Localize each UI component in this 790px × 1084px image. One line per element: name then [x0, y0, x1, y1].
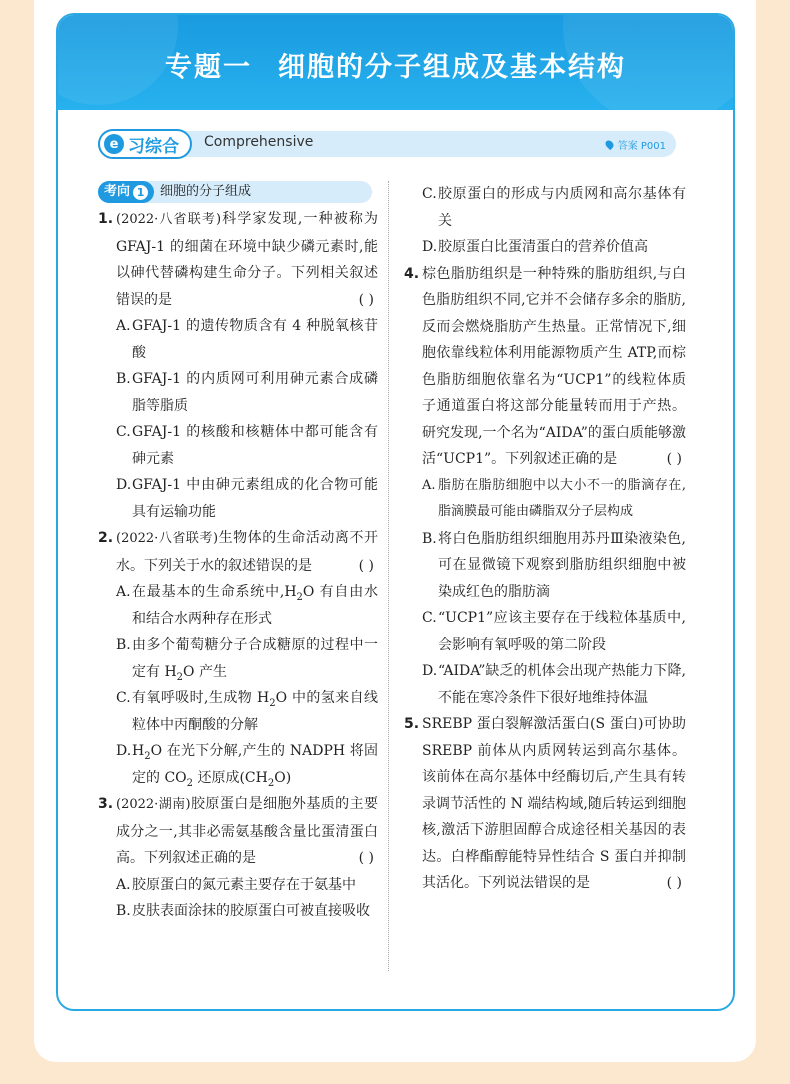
option-text: 在最基本的生命系统中,H	[132, 584, 297, 600]
option-key: A.	[116, 584, 131, 600]
question-5	[404, 711, 686, 897]
option-a	[98, 579, 378, 632]
option-key: B.	[116, 903, 131, 919]
question-2	[98, 525, 378, 579]
question-number: 4.	[404, 265, 420, 282]
question-source: (2022·湖南)	[116, 797, 191, 812]
option-key: B.	[422, 530, 437, 547]
question-number: 3.	[98, 796, 114, 812]
option-d	[404, 658, 686, 711]
option-c	[98, 419, 378, 472]
option-text: 胶原蛋白比蛋清蛋白的营养价值高	[438, 239, 648, 255]
topic-header	[98, 181, 372, 203]
title-part2: 细胞的分子组成及基本结构	[278, 52, 626, 83]
option-text: H	[132, 743, 145, 759]
subscript: 2	[186, 777, 194, 789]
option-text: O 有自由水和结合水两种存在形式	[132, 584, 378, 627]
subscript: 2	[176, 671, 184, 683]
option-text: O 在光下分解,产生的 NADPH 将固定的 CO	[132, 743, 378, 786]
option-c	[98, 685, 378, 738]
option-key: B.	[116, 637, 131, 653]
question-4	[404, 261, 686, 473]
question-stem: 胶原蛋白是细胞外基质的主要成分之一,其非必需氨基酸含量比蛋清蛋白高。下列叙述正确的是	[116, 796, 378, 866]
option-text: GFAJ-1 的核酸和核糖体中都可能含有砷元素	[132, 424, 378, 467]
option-key: B.	[116, 371, 131, 387]
option-key: D.	[422, 239, 438, 255]
option-text: 由多个葡萄糖分子合成糖原的过程中一定有 H	[132, 637, 378, 680]
question-stem: 生物体的生命活动离不开水。下列关于水的叙述错误的是	[116, 530, 378, 574]
exercise-icon: e	[104, 134, 124, 154]
option-a	[98, 872, 378, 899]
option-text: O)	[274, 769, 292, 786]
right-column	[404, 181, 686, 897]
option-text: GFAJ-1 的内质网可利用砷元素合成磷脂等脂质	[132, 371, 378, 414]
option-key: C.	[116, 690, 131, 706]
option-key: A.	[116, 876, 131, 893]
option-b	[98, 898, 378, 925]
answer-bracket: ( )	[358, 291, 374, 308]
option-b	[404, 526, 686, 606]
option-key: A.	[422, 477, 436, 493]
option-text: O 中的氢来自线粒体中丙酮酸的分解	[132, 690, 379, 733]
topic-number: 1	[133, 185, 148, 200]
location-pin-icon	[604, 139, 615, 150]
option-d	[98, 738, 378, 791]
option-b	[98, 366, 378, 419]
option-a	[98, 313, 378, 366]
option-key: C.	[422, 186, 437, 202]
left-column	[98, 181, 378, 925]
question-stem: 科学家发现,一种被称为 GFAJ-1 的细菌在环境中缺少磷元素时,能以砷代替磷构建生命分子。下列相关叙述错误的是	[116, 211, 378, 308]
topic-tag-text: 考向	[104, 183, 131, 199]
answer-bracket: ( )	[358, 850, 374, 866]
question-number: 1.	[98, 211, 114, 227]
option-text: 皮肤表面涂抹的胶原蛋白可被直接吸收	[132, 903, 370, 919]
option-text: 有氧呼吸时,生成物 H	[132, 690, 270, 706]
subscript: 2	[296, 591, 303, 603]
title-part1: 专题一	[165, 52, 252, 83]
option-text: “UCP1”应该主要存在于线粒体基质中,会影响有氧呼吸的第二阶段	[438, 610, 686, 653]
option-b	[98, 632, 378, 685]
option-d	[98, 472, 378, 525]
answer-bracket: ( )	[666, 451, 682, 467]
topic-tag	[98, 181, 154, 203]
option-a	[404, 473, 686, 526]
option-text: “AIDA”缺乏的机体会出现产热能力下降,不能在寒冷条件下很好地维持体温	[438, 663, 686, 706]
section-label-en: Comprehensive	[204, 134, 314, 150]
option-text: GFAJ-1 中由砷元素组成的化合物可能具有运输功能	[132, 477, 378, 520]
option-key: D.	[422, 663, 438, 679]
option-c	[404, 181, 686, 234]
option-key: C.	[116, 424, 131, 440]
option-d	[404, 234, 686, 261]
page-title	[58, 45, 733, 84]
option-text: GFAJ-1 的遗传物质含有 4 种脱氧核苷酸	[132, 318, 378, 361]
answer-reference[interactable]	[606, 137, 666, 152]
question-stem: 棕色脂肪组织是一种特殊的脂肪组织,与白色脂肪组织不同,它并不会储存多余的脂肪,反而会燃烧脂肪产生热量。正常情况下,细胞依靠线粒体利用能源物质产生 ATP,而棕色脂肪细胞依靠名为“UCP1”的线粒体质子通道蛋白将这部分能量转而用于产热。研究发现,一个名为“AIDA”的蛋白质能够激活“UCP1”。下列叙述正确的是	[422, 265, 686, 467]
option-key: C.	[422, 610, 437, 626]
question-source: (2022·八省联考)	[116, 212, 222, 227]
question-number: 2.	[98, 530, 114, 546]
answer-bracket: ( )	[666, 875, 682, 891]
option-key: A.	[116, 318, 131, 334]
option-text: 脂肪在脂肪细胞中以大小不一的脂滴存在,脂滴膜最可能由磷脂双分子层构成	[438, 477, 686, 519]
answer-bracket: ( )	[358, 557, 374, 574]
section-label: 习综合	[128, 136, 179, 157]
option-text: O 产生	[183, 663, 227, 680]
option-c	[404, 605, 686, 658]
question-source: (2022·八省联考)	[116, 531, 219, 546]
option-text: 将白色脂肪组织细胞用苏丹Ⅲ染液染色,可在显微镜下观察到脂肪组织细胞中被染成红色的脂肪滴	[438, 530, 686, 600]
column-divider	[388, 181, 389, 971]
option-key: D.	[116, 743, 132, 759]
topic-title: 细胞的分子组成	[160, 183, 252, 199]
question-3	[98, 791, 378, 872]
section-pill	[98, 129, 192, 159]
option-text: 胶原蛋白的氮元素主要存在于氨基中	[132, 876, 356, 893]
subscript: 2	[269, 697, 276, 709]
question-1	[98, 206, 378, 313]
question-stem: SREBP 蛋白裂解激活蛋白(S 蛋白)可协助 SREBP 前体从内质网转运到高尔基体。该前体在高尔基体中经酶切后,产生具有转录调节活性的 N 端结构域,随后转运到细胞核,激活下游胆固醇合成途径相关基因的表达。白桦酯醇能特异性结合 S 蛋白并抑制其活化。下列说法错误的是	[422, 716, 686, 891]
subscript: 2	[267, 777, 275, 789]
subscript: 2	[144, 750, 151, 762]
answer-ref-text: 答案 P001	[617, 141, 666, 152]
option-text: 还原成(CH	[193, 769, 268, 786]
question-number: 5.	[404, 716, 420, 732]
header-banner	[58, 15, 733, 110]
section-header	[98, 131, 676, 157]
option-key: D.	[116, 477, 132, 493]
option-text: 胶原蛋白的形成与内质网和高尔基体有关	[438, 186, 686, 229]
